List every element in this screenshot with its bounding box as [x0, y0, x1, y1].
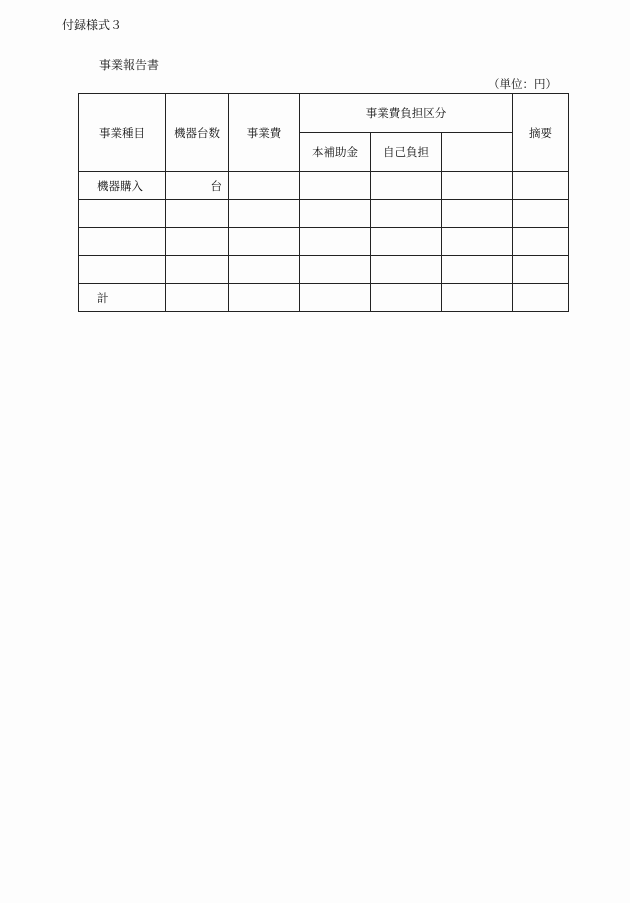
cell-other — [442, 256, 513, 284]
cell-units — [166, 228, 229, 256]
cell-remarks — [513, 200, 569, 228]
total-row — [79, 284, 569, 312]
cell-subsidy — [300, 172, 371, 200]
table-row — [79, 256, 569, 284]
cell-total-label: 計 — [79, 284, 166, 312]
cell-self — [371, 172, 442, 200]
cell-self — [371, 284, 442, 312]
cell-other — [442, 228, 513, 256]
appendix-label: 付録様式３ — [62, 18, 123, 32]
subheader-self: 自己負担 — [371, 133, 442, 172]
header-units: 機器台数 — [166, 94, 229, 172]
cell-units — [166, 200, 229, 228]
header-category: 事業種目 — [79, 94, 166, 172]
cell-cost — [229, 200, 300, 228]
header-breakdown: 事業費負担区分 — [300, 94, 513, 133]
cell-self — [371, 228, 442, 256]
cell-cost — [229, 228, 300, 256]
document-title: 事業報告書 — [99, 58, 160, 72]
cell-units: 台 — [166, 172, 229, 200]
cell-units — [166, 284, 229, 312]
header-cost: 事業費 — [229, 94, 300, 172]
cell-category — [79, 228, 166, 256]
cell-other — [442, 284, 513, 312]
cell-cost — [229, 284, 300, 312]
cell-subsidy — [300, 284, 371, 312]
cell-category — [79, 200, 166, 228]
table-row — [79, 200, 569, 228]
cell-remarks — [513, 256, 569, 284]
report-table — [78, 93, 569, 312]
header-remarks: 摘要 — [513, 94, 569, 172]
cell-other — [442, 172, 513, 200]
cell-remarks — [513, 228, 569, 256]
cell-category: 機器購入 — [79, 172, 166, 200]
table-row — [79, 172, 569, 200]
cell-cost — [229, 256, 300, 284]
unit-note: （単位：円） — [488, 77, 557, 91]
cell-self — [371, 200, 442, 228]
cell-self — [371, 256, 442, 284]
cell-remarks — [513, 172, 569, 200]
cell-subsidy — [300, 228, 371, 256]
cell-other — [442, 200, 513, 228]
table-row — [79, 228, 569, 256]
cell-category — [79, 256, 166, 284]
cell-cost — [229, 172, 300, 200]
header-row — [79, 94, 569, 133]
cell-subsidy — [300, 200, 371, 228]
cell-units — [166, 256, 229, 284]
cell-remarks — [513, 284, 569, 312]
cell-subsidy — [300, 256, 371, 284]
subheader-other — [442, 133, 513, 172]
subheader-subsidy: 本補助金 — [300, 133, 371, 172]
